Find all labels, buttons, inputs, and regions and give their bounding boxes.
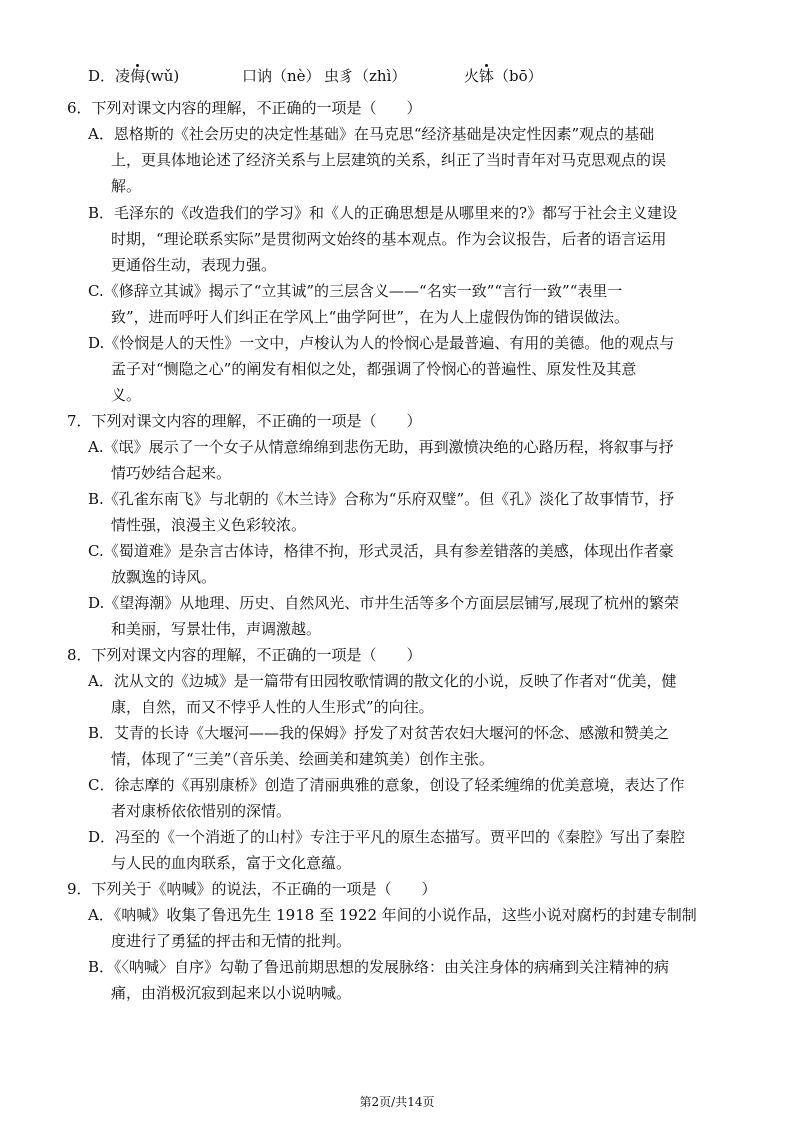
q5-word-3: 虫豸（zhì） xyxy=(324,67,407,85)
q5-word-4: 火钵（bō） xyxy=(464,67,543,85)
q6-option-c-cont: 致”，进而呼吁人们纠正在学风上“曲学阿世”，在为人上虚假伪饰的错误做法。 xyxy=(111,308,630,326)
q6-option-b-cont: 更通俗生动，表现力强。 xyxy=(111,256,277,274)
emphasis-dot-char: 钵 xyxy=(479,67,495,85)
q6-option-b-cont: 时期，“理论联系实际”是贯彻两文始终的基本观点。作为会议报告，后者的语言运用 xyxy=(111,230,667,248)
q6-option-a: A．恩格斯的《社会历史的决定性基础》在马克思“经济基础是决定性因素”观点的基础 xyxy=(88,125,655,143)
q7-option-a-cont: 情巧妙结合起来。 xyxy=(111,464,232,482)
q8-option-c-cont: 者对康桥依依惜别的深情。 xyxy=(111,802,292,820)
q6-option-a-cont: 解。 xyxy=(111,177,142,195)
q5-word-2: 口讷（nè） xyxy=(242,67,321,85)
q6-option-d: D.《怜悯是人的天性》一文中，卢梭认为人的怜悯心是最普遍、有用的美德。他的观点与 xyxy=(88,334,675,352)
q9-option-b: B．《〈呐喊〉自序》勾勒了鲁迅前期思想的发展脉络：由关注身体的病痛到关注精神的病 xyxy=(88,958,670,976)
q6-option-c: C.《修辞立其诚》揭示了“立其诚”的三层含义——“名实一致”“言行一致”“表里一 xyxy=(88,282,623,300)
q8-option-d-cont: 与人民的血肉联系，富于文化意蕴。 xyxy=(111,854,352,872)
q5-option-d: D．凌侮(wǔ) 口讷（nè） 虫豸（zhì） 火钵（bō） xyxy=(88,67,543,85)
q7-option-d: D.《望海潮》从地理、历史、自然风光、市井生活等多个方面层层铺写,展现了杭州的繁荣 xyxy=(88,594,680,612)
q7-option-d-cont: 和美丽，写景壮伟，声调激越。 xyxy=(111,620,322,638)
q6-option-d-cont: 义。 xyxy=(111,386,142,404)
q7-option-a: A.《氓》展示了一个女子从情意绵绵到悲伤无助，再到激愤决绝的心路历程，将叙事与抒 xyxy=(88,438,674,456)
q6-option-b: B．毛泽东的《改造我们的学习》和《人的正确思想是从哪里来的?》都写于社会主义建设 xyxy=(88,204,678,222)
q8-option-c: C．徐志摩的《再别康桥》创造了清丽典雅的意象，创设了轻柔缠绵的优美意境，表达了作 xyxy=(88,776,685,794)
q8-option-a-cont: 康，自然，而又不悖乎人性的人生形式”的向往。 xyxy=(111,698,434,716)
question-6-stem: 6．下列对课文内容的理解，不正确的一项是（ ） xyxy=(67,99,422,117)
q9-option-a-cont: 度进行了勇猛的抨击和无情的批判。 xyxy=(111,932,352,950)
q6-option-a-cont: 上，更具体地论述了经济关系与上层建筑的关系，纠正了当时青年对马克思观点的误 xyxy=(111,151,667,169)
q6-option-d-cont: 孟子对“恻隐之心”的阐发有相似之处，都强调了怜悯心的普遍性、原发性及其意 xyxy=(111,360,637,378)
q7-option-c-cont: 放飘逸的诗风。 xyxy=(111,568,217,586)
q5-option-d-label: D． xyxy=(88,67,116,85)
q8-option-b-cont: 情，体现了“三美”（音乐美、绘画美和建筑美）创作主张。 xyxy=(111,750,494,768)
q8-option-d: D．冯至的《一个消逝了的山村》专注于平凡的原生态描写。贾平凹的《秦腔》写出了秦腔 xyxy=(88,828,686,846)
q7-option-b: B.《孔雀东南飞》与北朝的《木兰诗》合称为“乐府双璧”。但《孔》淡化了故事情节，抒 xyxy=(88,490,675,508)
q8-option-a: A．沈从文的《边城》是一篇带有田园牧歌情调的散文化的小说，反映了作者对“优美，健 xyxy=(88,672,677,690)
question-8-stem: 8．下列对课文内容的理解，不正确的一项是（ ） xyxy=(67,646,422,664)
q9-option-a: A．《呐喊》收集了鲁迅先生 1918 至 1922 年间的小说作品，这些小说对腐朽的封建专制制 xyxy=(88,906,697,924)
q7-option-b-cont: 情性强，浪漫主义色彩较浓。 xyxy=(111,516,307,534)
q7-option-c: C.《蜀道难》是杂言古体诗，格律不拘，形式灵活，具有参差错落的美感，体现出作者豪 xyxy=(88,542,674,560)
page-number-footer: 第2页/共14页 xyxy=(359,1095,435,1109)
emphasis-dot-char: 侮 xyxy=(130,67,146,85)
q8-option-b: B．艾青的长诗《大堰河——我的保姆》抒发了对贫苦农妇大堰河的怀念、感激和赞美之 xyxy=(88,724,670,742)
q9-option-b-cont: 痛，由消极沉寂到起来以小说呐喊。 xyxy=(111,984,352,1002)
question-7-stem: 7．下列对课文内容的理解，不正确的一项是（ ） xyxy=(67,412,422,430)
question-9-stem: 9．下列关于《呐喊》的说法，不正确的一项是（ ） xyxy=(67,880,437,898)
